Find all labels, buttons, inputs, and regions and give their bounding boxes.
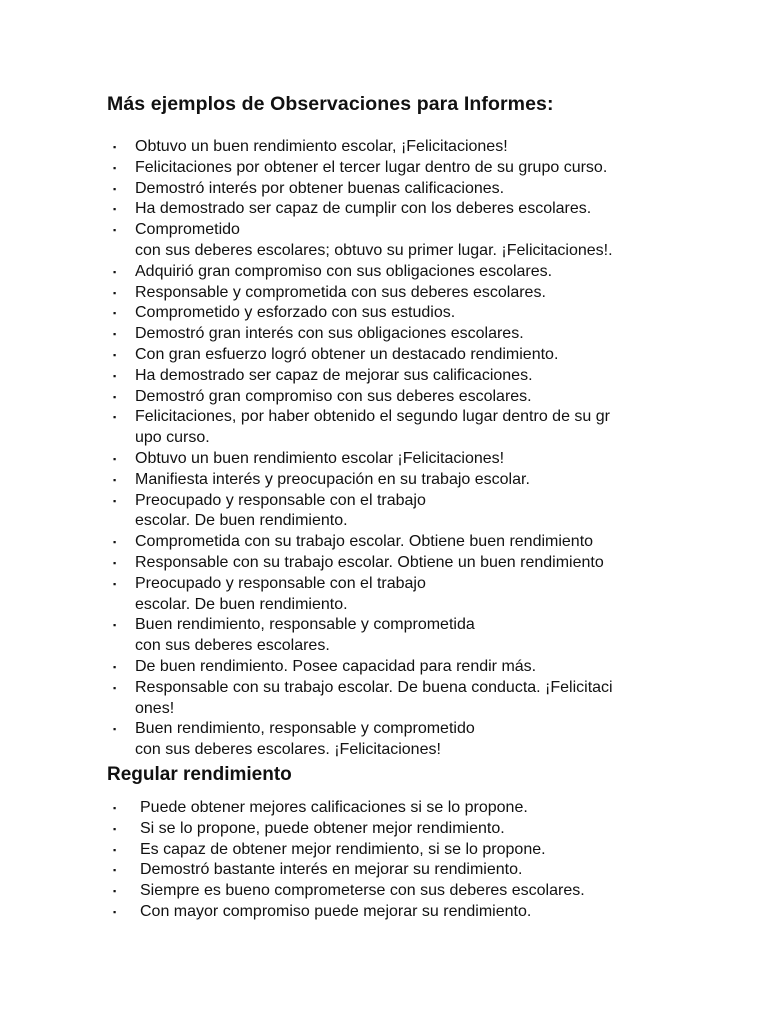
list-item-text: Comprometido	[135, 221, 240, 239]
bullet-icon: ▪	[113, 724, 117, 735]
bullet-icon: ▪	[113, 266, 117, 277]
list-item	[113, 262, 735, 283]
list-item-text: Demostró bastante interés en mejorar su rendimiento.	[140, 861, 523, 879]
list-item	[113, 860, 740, 881]
list-item-text: Manifiesta interés y preocupación en su trabajo escolar.	[135, 470, 530, 488]
list-item	[113, 881, 740, 902]
list-item	[113, 179, 735, 200]
list-item-text: Comprometida con su trabajo escolar. Obtiene buen rendimiento	[135, 533, 594, 551]
bullet-icon: ▪	[113, 308, 117, 319]
list-item-text: Demostró interés por obtener buenas calificaciones.	[135, 179, 505, 197]
list-item	[113, 366, 735, 387]
list-item-text: Preocupado y responsable con el trabajo	[135, 574, 426, 592]
list-item	[113, 449, 735, 470]
list-item	[113, 657, 735, 678]
regular-list	[113, 798, 740, 923]
list-item	[113, 345, 735, 366]
list-item-text: Es capaz de obtener mejor rendimiento, si se lo propone.	[140, 840, 546, 858]
list-item-text: Felicitaciones por obtener el tercer lugar dentro de su grupo curso.	[135, 158, 608, 176]
list-item-text: De buen rendimiento. Posee capacidad para rendir más.	[135, 657, 537, 675]
bullet-icon: ▪	[113, 204, 117, 215]
list-item-text: Responsable con su trabajo escolar. Obtiene un buen rendimiento	[135, 553, 604, 571]
bullet-icon: ▪	[113, 578, 117, 589]
list-item-text: Buen rendimiento, responsable y comprometida	[135, 616, 475, 634]
list-item-text: Ha demostrado ser capaz de mejorar sus calificaciones.	[135, 366, 533, 384]
list-item	[113, 387, 735, 408]
list-item	[113, 719, 735, 761]
bullet-icon: ▪	[113, 370, 117, 381]
list-item-text: Con mayor compromiso puede mejorar su rendimiento.	[140, 902, 532, 920]
list-item-text: con sus deberes escolares; obtuvo su primer lugar. ¡Felicitaciones!.	[135, 241, 613, 259]
list-item	[113, 470, 735, 491]
bullet-icon: ▪	[113, 803, 117, 813]
list-item	[113, 283, 735, 304]
list-item	[113, 532, 735, 553]
bullet-icon: ▪	[113, 620, 117, 631]
bullet-icon: ▪	[113, 287, 117, 298]
list-item-text: Preocupado y responsable con el trabajo	[135, 491, 426, 509]
list-item-text: Responsable y comprometida con sus deberes escolares.	[135, 283, 546, 301]
bullet-icon: ▪	[113, 183, 117, 194]
list-item-text: Si se lo propone, puede obtener mejor rendimiento.	[140, 819, 505, 837]
observations-list	[113, 137, 735, 761]
list-item	[113, 158, 735, 179]
list-item-text: escolar. De buen rendimiento.	[135, 595, 348, 613]
list-item-text: Buen rendimiento, responsable y comprometido	[135, 720, 475, 738]
list-item	[113, 819, 740, 840]
bullet-icon: ▪	[113, 661, 117, 672]
list-item-text: Adquirió gran compromiso con sus obligaciones escolares.	[135, 262, 553, 280]
list-item	[113, 491, 735, 533]
list-item-text: Ha demostrado ser capaz de cumplir con los deberes escolares.	[135, 200, 592, 218]
list-item-text: escolar. De buen rendimiento.	[135, 512, 348, 530]
list-item-text: con sus deberes escolares. ¡Felicitaciones!	[135, 741, 441, 759]
list-item-text: upo curso.	[135, 429, 210, 447]
list-item-text: Demostró gran compromiso con sus deberes escolares.	[135, 387, 532, 405]
list-item-text: Responsable con su trabajo escolar. De buena conducta. ¡Felicitaci	[135, 678, 613, 696]
list-item-text: Puede obtener mejores calificaciones si se lo propone.	[140, 799, 528, 816]
list-item	[113, 220, 735, 262]
list-item-text: con sus deberes escolares.	[135, 637, 330, 655]
bullet-icon: ▪	[113, 349, 117, 360]
bullet-icon: ▪	[113, 225, 117, 236]
list-item-text: Obtuvo un buen rendimiento escolar ¡Felicitaciones!	[135, 449, 505, 467]
list-item	[113, 324, 735, 345]
list-item-text: Demostró gran interés con sus obligaciones escolares.	[135, 325, 524, 343]
list-item	[113, 199, 735, 220]
list-item	[113, 407, 735, 449]
bullet-icon: ▪	[113, 474, 117, 485]
list-item-text: Obtuvo un buen rendimiento escolar, ¡Felicitaciones!	[135, 138, 508, 155]
list-item	[113, 574, 735, 616]
bullet-icon: ▪	[113, 557, 117, 568]
bullet-icon: ▪	[113, 162, 117, 173]
list-item	[113, 553, 735, 574]
section-heading-regular: Regular rendimiento	[107, 764, 292, 785]
list-item-text: Siempre es bueno comprometerse con sus deberes escolares.	[140, 882, 585, 900]
list-item	[113, 678, 735, 720]
bullet-icon: ▪	[113, 844, 117, 855]
list-item-text: Comprometido y esforzado con sus estudios.	[135, 304, 456, 322]
bullet-icon: ▪	[113, 142, 117, 152]
bullet-icon: ▪	[113, 537, 117, 548]
list-item	[113, 902, 740, 923]
bullet-icon: ▪	[113, 412, 117, 423]
bullet-icon: ▪	[113, 329, 117, 340]
list-item-text: Con gran esfuerzo logró obtener un destacado rendimiento.	[135, 345, 559, 363]
page-title: Más ejemplos de Observaciones para Informes:	[107, 93, 554, 115]
list-item-text: Felicitaciones, por haber obtenido el segundo lugar dentro de su gr	[135, 408, 610, 426]
bullet-icon: ▪	[113, 391, 117, 402]
list-item	[113, 798, 740, 819]
bullet-icon: ▪	[113, 682, 117, 693]
list-item	[113, 137, 735, 158]
list-item	[113, 303, 735, 324]
list-item	[113, 615, 735, 657]
bullet-icon: ▪	[113, 495, 117, 506]
list-item	[113, 840, 740, 861]
bullet-icon: ▪	[113, 906, 117, 917]
bullet-icon: ▪	[113, 823, 117, 834]
bullet-icon: ▪	[113, 865, 117, 876]
bullet-icon: ▪	[113, 453, 117, 464]
list-item-text: ones!	[135, 699, 175, 717]
bullet-icon: ▪	[113, 886, 117, 897]
